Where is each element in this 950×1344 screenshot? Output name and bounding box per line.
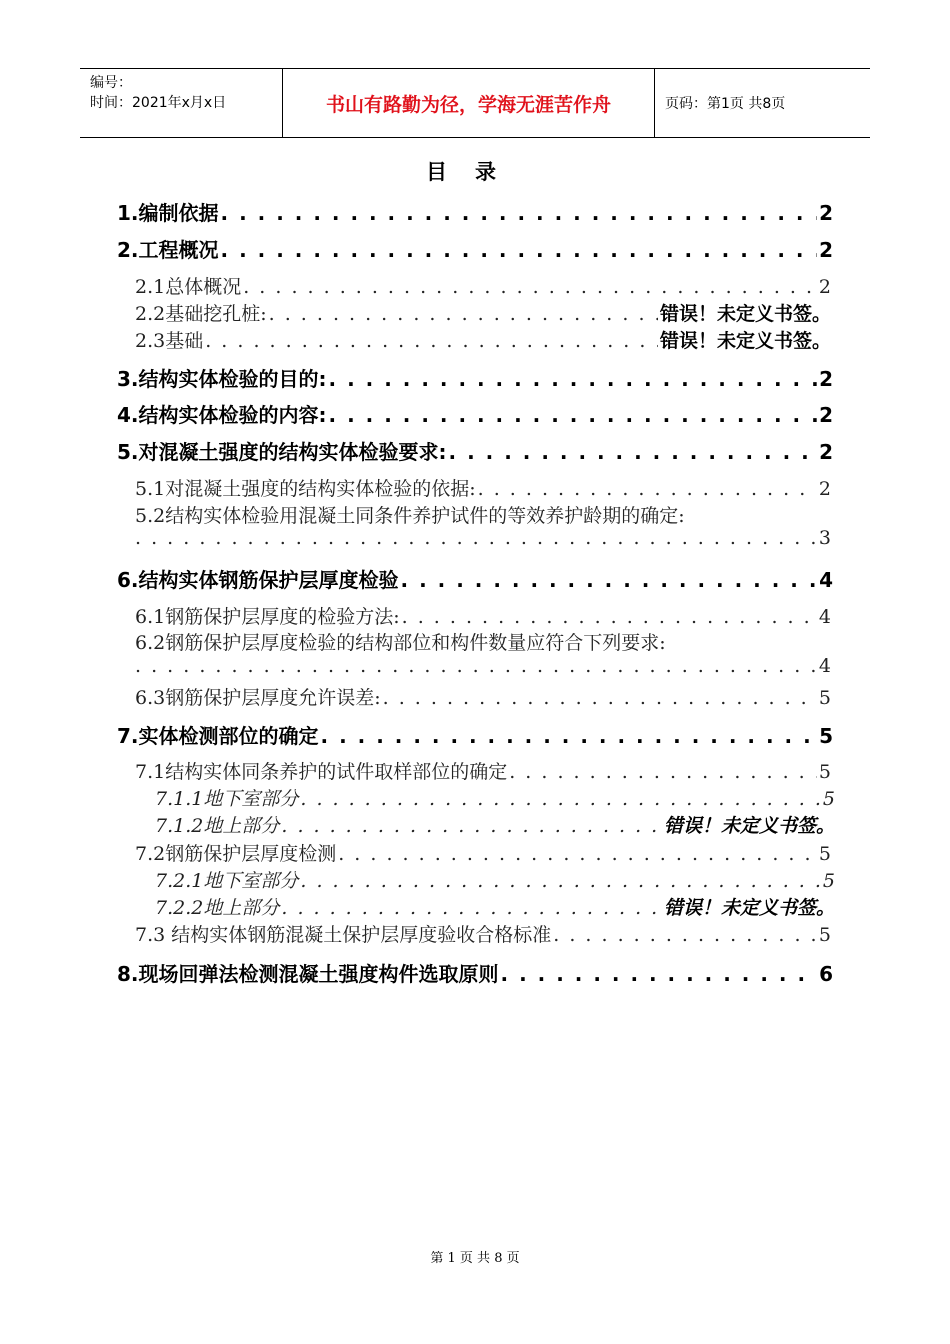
toc-entry-text: 7.1.2地上部分 (155, 815, 280, 837)
toc-entry-page: 2 (818, 276, 831, 298)
toc-entry-page: 4 (818, 655, 831, 677)
toc-entry-page: 4 (818, 606, 831, 628)
toc-entry-page: 2 (819, 440, 833, 464)
toc-entry[interactable] (135, 757, 831, 784)
toc-entry[interactable] (135, 272, 831, 299)
toc-entry-page: 2 (818, 478, 831, 500)
toc-entry-text: 5.1对混凝土强度的结构实体检验的依据: (135, 478, 476, 500)
toc-entry[interactable] (135, 683, 831, 710)
toc-entry-page: 5 (818, 761, 831, 783)
toc-entry[interactable] (135, 839, 831, 866)
toc-entry[interactable] (155, 811, 835, 838)
toc-entry-page: 5 (818, 687, 831, 709)
toc-entry-page: 2 (819, 367, 833, 391)
toc-entry-continuation[interactable] (135, 655, 831, 677)
toc-entry-text: 6.结构实体钢筋保护层厚度检验 (117, 568, 399, 592)
toc-entry[interactable] (135, 474, 831, 501)
toc-entry-page: 5 (822, 788, 835, 810)
toc-entry-text: 7.3 结构实体钢筋混凝土保护层厚度验收合格标准 (135, 924, 552, 946)
page-footer: 第 1 页 共 8 页 (430, 1251, 520, 1266)
toc-entry-page: 6 (819, 962, 833, 986)
header-left-cell (80, 69, 282, 137)
toc-entry[interactable] (155, 866, 835, 893)
toc-entry-text: 7.2.2地上部分 (155, 897, 280, 919)
motto: 书山有路勤为径，学海无涯苦作舟 (282, 69, 655, 137)
toc-entry-error: 错误！未定义书签。 (659, 303, 831, 325)
toc-entry-text: 6.1钢筋保护层厚度的检验方法: (135, 606, 400, 628)
toc-entry-text: 3.结构实体检验的目的: (117, 367, 327, 391)
toc-entry[interactable] (117, 720, 833, 749)
toc-title: 目录 (426, 160, 524, 184)
toc-entry-text: 7.2.1地下室部分 (155, 870, 299, 892)
toc-entry-text: 8.现场回弹法检测混凝土强度构件选取原则 (117, 962, 499, 986)
toc-entry-page: 5 (819, 724, 833, 748)
header-table (80, 68, 870, 138)
toc-entry-page: 3 (818, 527, 831, 549)
toc-entry-page: 2 (819, 201, 833, 225)
time-label: 时间：2021年x月x日 (90, 95, 227, 111)
toc-entry-text: 2.3基础 (135, 330, 204, 352)
toc-entry[interactable] (135, 326, 831, 353)
toc-entry-text: 7.1结构实体同条养护的试件取样部位的确定 (135, 761, 508, 783)
toc-entry[interactable] (117, 197, 833, 226)
page-info: 页码：第1页 共8页 (665, 96, 786, 112)
toc-entry-page: 2 (819, 403, 833, 427)
toc-entry[interactable] (117, 363, 833, 392)
toc-entry-text-wrapped[interactable]: 6.2钢筋保护层厚度检验的结构部位和构件数量应符合下列要求: (135, 632, 666, 654)
toc-entry[interactable] (135, 920, 831, 947)
toc-entry-text: 2.工程概况 (117, 238, 219, 262)
toc-entry-page: 4 (819, 568, 833, 592)
number-label: 编号： (90, 75, 132, 91)
toc-entry[interactable] (155, 784, 835, 811)
toc-entry-text: 7.1.1地下室部分 (155, 788, 299, 810)
toc-entry-page: 2 (819, 238, 833, 262)
toc-entry[interactable] (135, 602, 831, 629)
toc-entry[interactable] (117, 399, 833, 428)
toc-entry[interactable] (117, 958, 833, 987)
toc-entry-error: 错误！未定义书签。 (663, 897, 835, 919)
toc-entry-error: 错误！未定义书签。 (663, 815, 835, 837)
toc-entry-text: 6.3钢筋保护层厚度允许误差: (135, 687, 381, 709)
toc-entry-text: 7.实体检测部位的确定 (117, 724, 319, 748)
toc-entry-text: 2.1总体概况 (135, 276, 242, 298)
toc-entry[interactable] (155, 893, 835, 920)
toc-entry[interactable] (117, 564, 833, 593)
toc-entry[interactable] (117, 234, 833, 263)
toc-entry-error: 错误！未定义书签。 (659, 330, 831, 352)
toc-entry-text: 7.2钢筋保护层厚度检测 (135, 843, 337, 865)
toc-entry-continuation[interactable] (135, 527, 831, 549)
toc-entry[interactable] (117, 436, 833, 465)
toc-entry-page: 5 (818, 924, 831, 946)
toc-entry-page: 5 (818, 843, 831, 865)
toc-entry-page: 5 (822, 870, 835, 892)
toc-entry-text-wrapped[interactable]: 5.2结构实体检验用混凝土同条件养护试件的等效养护龄期的确定: (135, 505, 685, 527)
toc-entry-text: 4.结构实体检验的内容: (117, 403, 327, 427)
toc-entry-text: 2.2基础挖孔桩: (135, 303, 267, 325)
toc-entry-text: 1.编制依据 (117, 201, 219, 225)
toc-entry-text: 5.对混凝土强度的结构实体检验要求: (117, 440, 447, 464)
toc-entry[interactable] (135, 299, 831, 326)
